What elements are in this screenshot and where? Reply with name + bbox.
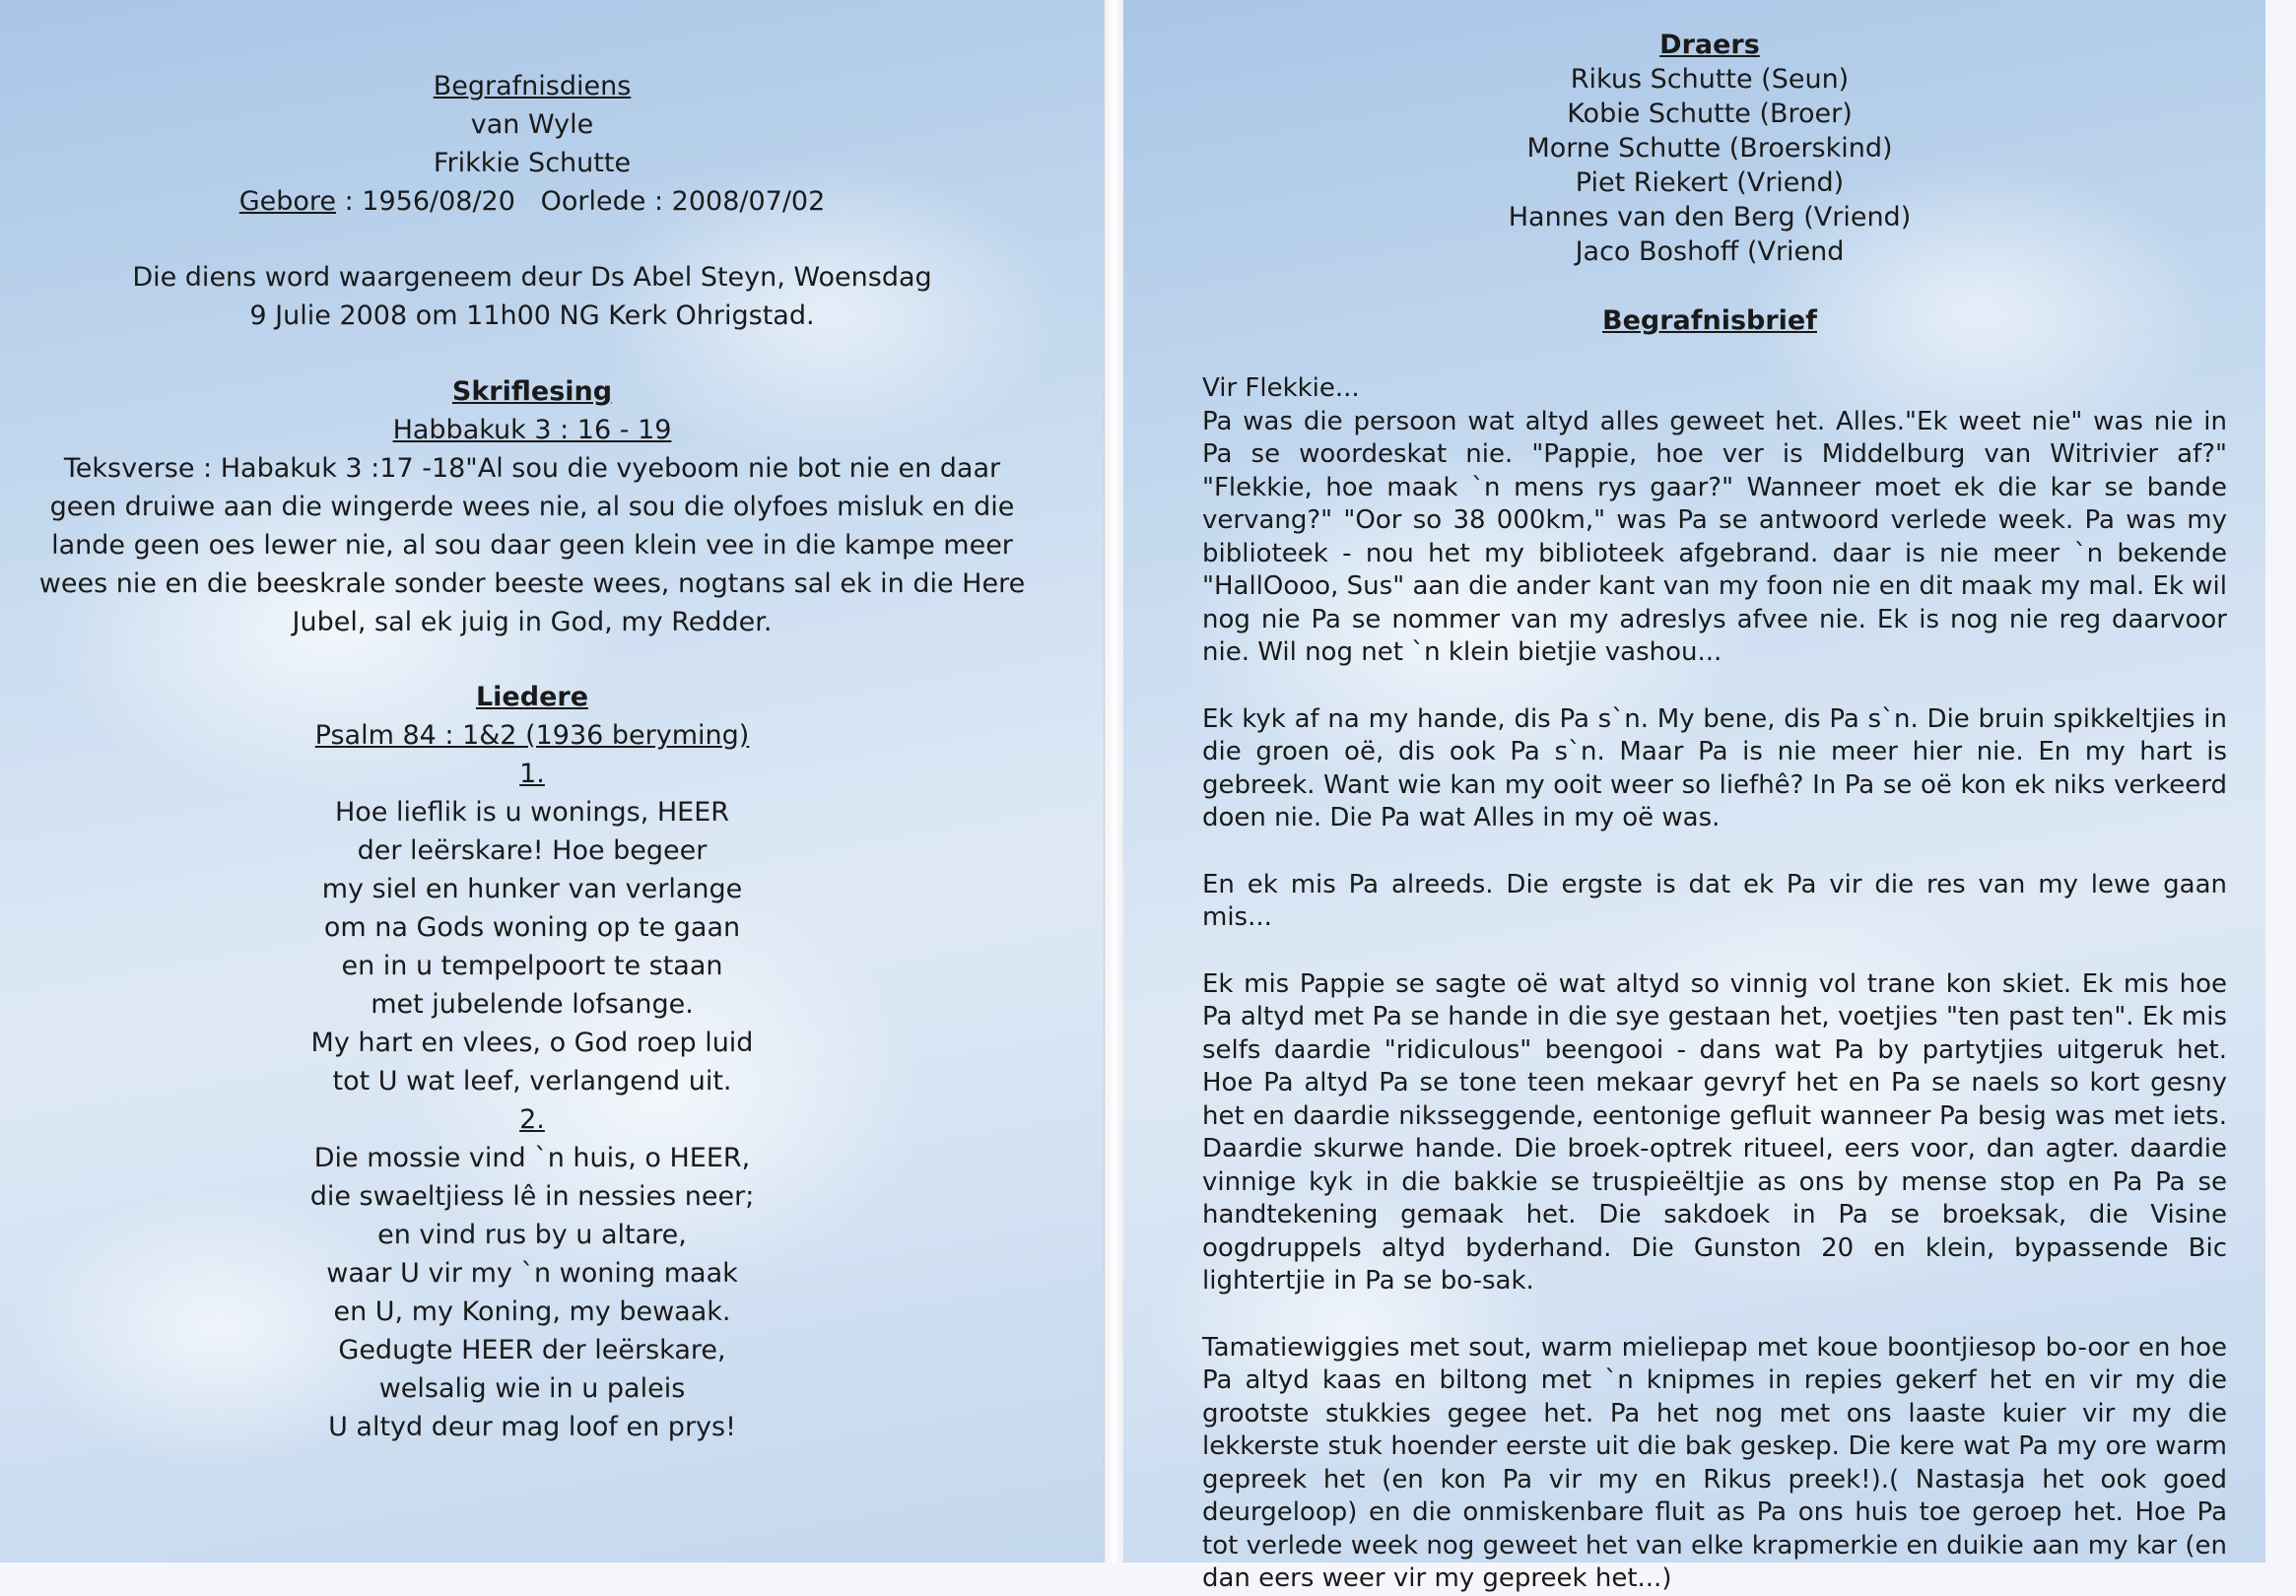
reading-line: lande geen oes lewer nie, al sou daar geen klein vee in die kampe meer xyxy=(51,530,1013,561)
reading-line: geen druiwe aan die wingerde wees nie, al sou die olyfoes misluk en die xyxy=(49,492,1015,522)
verse-line: My hart en vlees, o God roep luid xyxy=(310,1028,754,1058)
verse-2-number: 2. xyxy=(519,1104,545,1135)
bearer-name: Hannes van den Berg (Vriend) xyxy=(1508,202,1912,233)
bearers-block xyxy=(1123,28,2296,269)
letter-paragraph: En ek mis Pa alreeds. Die ergste is dat ek Pa vir die res van my lewe gaan mis... xyxy=(1202,869,2227,932)
left-page xyxy=(0,0,1104,1563)
letter-paragraph: Ek mis Pappie se sagte oë wat altyd so vinnig vol trane kon skiet. Ek mis hoe Pa altyd met Pa se hande in die sye gestaan het, voetjies "ten past ten". Ek mis selfs daardie "ridiculous" beengooi - dans wat Pa by partytjies uitgeruk het. Hoe Pa altyd Pa se tone teen mekaar gevryf het en Pa se naels so kort gesny het en daardie niksseggende, eentonige gefluit wanneer Pa besig was met iets. Daardie skurwe hande. Die broek-optrek ritueel, eers voor, dan agter. daardie vinnige kyk in die bakkie se truspieëltjie as ons by mense stop en Pa Pa se handtekening gemaak het. Die sakdoek in Pa se broeksak, die Visine oogdruppels altyd byderhand. Die Gunston 20 en klein, bypassende Bic lightertjie in Pa se bo-sak. xyxy=(1202,968,2227,1296)
dates-line xyxy=(0,182,1064,221)
letter-greeting: Vir Flekkie... xyxy=(1202,373,1360,403)
verse-line: en in u tempelpoort te staan xyxy=(341,951,723,981)
bearer-name: Jaco Boshoff (Vriend xyxy=(1575,236,1845,267)
songs-block xyxy=(0,678,1064,1446)
verse-line: tot U wat leef, verlangend uit. xyxy=(332,1066,732,1097)
verse-line: waar U vir my `n woning maak xyxy=(326,1258,738,1289)
service-title: Begrafnisdiens xyxy=(433,71,632,101)
reading-line: wees nie en die beeskrale sonder beeste wees, nogtans sal ek in die Here xyxy=(38,568,1026,599)
bearer-name: Kobie Schutte (Broer) xyxy=(1567,99,1853,129)
verse-1-number: 1. xyxy=(519,759,545,789)
dates-value: : 1956/08/20 Oorlede : 2008/07/02 xyxy=(336,186,826,217)
psalm-ref: Psalm 84 : 1&2 (1936 beryming) xyxy=(314,720,750,751)
verse-line: Hoe lieflik is u wonings, HEER xyxy=(334,797,730,828)
verse-line: my siel en hunker van verlange xyxy=(321,874,743,904)
verse-line: Gedugte HEER der leërskare, xyxy=(338,1335,726,1365)
verse-line: en vind rus by u altare, xyxy=(377,1220,687,1250)
verse-line: en U, my Koning, my bewaak. xyxy=(333,1297,731,1327)
van-wyle: van Wyle xyxy=(470,109,594,140)
reading-heading: Skriflesing xyxy=(451,376,613,407)
verse-line: om na Gods woning op te gaan xyxy=(323,912,741,943)
verse-line: U altyd deur mag loof en prys! xyxy=(328,1412,736,1442)
verse-line: met jubelende lofsange. xyxy=(371,989,694,1020)
letter-heading: Begrafnisbrief xyxy=(1601,305,1817,336)
service-line-2: 9 Julie 2008 om 11h00 NG Kerk Ohrigstad. xyxy=(249,300,815,331)
service-block xyxy=(0,258,1064,335)
reading-ref: Habbakuk 3 : 16 - 19 xyxy=(392,415,672,445)
bearer-name: Rikus Schutte (Seun) xyxy=(1570,64,1850,95)
born-label: Gebore xyxy=(238,186,337,217)
verse-line: welsalig wie in u paleis xyxy=(378,1373,686,1404)
service-line-1: Die diens word waargeneem deur Ds Abel Steyn, Woensdag xyxy=(132,262,932,293)
songs-heading: Liedere xyxy=(475,682,589,712)
verse-line: der leërskare! Hoe begeer xyxy=(357,835,708,866)
right-page xyxy=(1123,0,2265,1593)
reading-line: Jubel, sal ek juig in God, my Redder. xyxy=(292,607,773,637)
reading-block xyxy=(0,372,1064,641)
verse-line: die swaeltjiess lê in nessies neer; xyxy=(309,1181,755,1212)
verse-line: Die mossie vind `n huis, o HEER, xyxy=(313,1143,751,1173)
deceased-name: Frikkie Schutte xyxy=(433,148,632,178)
bearers-heading: Draers xyxy=(1659,30,1760,60)
page-fold xyxy=(1104,0,1125,1563)
bearer-name: Piet Riekert (Vriend) xyxy=(1575,167,1845,198)
letter-body xyxy=(1202,372,2227,1596)
letter-paragraph: Tamatiewiggies met sout, warm mieliepap met koue boontjiesop bo-oor en hoe Pa altyd kaas en biltong met `n knipmes in repies gekerf het en vir my die grootste stukkies gegee het. Pa het nog met ons laaste kuier vir my die lekkerste stuk hoender eerste uit die bak geskep. Die kere wat Pa my ore warm gepreek het (en kon Pa vir my en Rikus preek!).( Nastasja het ook goed deurgeloop) en die onmiskenbare fluit as Pa ons huis toe geroep het. Hoe Pa tot verlede week nog geweet het van elke krapmerkie en duikie aan my kar (en dan eers weer vir my gepreek het...) xyxy=(1202,1332,2227,1593)
header-block xyxy=(0,67,1064,221)
bearer-name: Morne Schutte (Broerskind) xyxy=(1526,133,1893,164)
letter-paragraph: Ek kyk af na my hande, dis Pa s`n. My bene, dis Pa s`n. Die bruin spikkeltjies in die groen oë, dis ook Pa s`n. Maar Pa is nie meer hier nie. En my hart is gebreek. Want wie kan my ooit weer so liefhê? In Pa se oë kon ek niks verkeerd doen nie. Die Pa wat Alles in my oë was. xyxy=(1202,703,2227,832)
letter-paragraph: Pa was die persoon wat altyd alles geweet het. Alles."Ek weet nie" was nie in Pa se woordeskat nie. "Pappie, hoe ver is Middelburg van Witrivier af?" "Flekkie, hoe maak `n mens rys gaar?" Wanneer moet ek die kar se bande vervang?" "Oor so 38 000km," was Pa se antwoord verlede week. Pa was my biblioteek - nou het my biblioteek afgebrand. daar is nie meer `n bekende "HallOooo, Sus" aan die ander kant van my foon nie en dit maak my mal. Ek wil nog nie Pa se nommer van my adreslys afvee nie. Ek is nog nie reg daarvoor nie. Wil nog net `n klein bietjie vashou... xyxy=(1202,406,2227,667)
reading-line: Teksverse : Habakuk 3 :17 -18"Al sou die vyeboom nie bot nie en daar xyxy=(63,453,1001,484)
